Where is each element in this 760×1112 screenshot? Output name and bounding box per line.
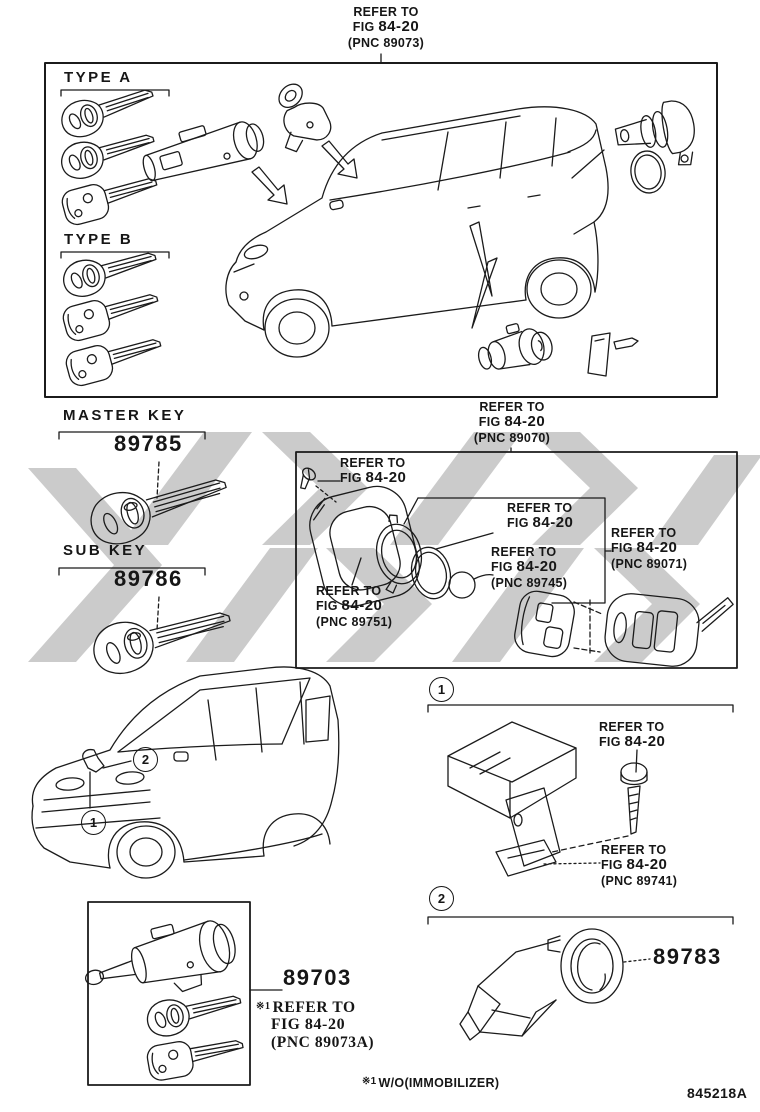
type-a-keys — [57, 79, 161, 228]
car-side-view — [226, 107, 608, 357]
refer-note-immobilizer-box: REFER TO FIG 84-20 (PNC 89070) — [473, 400, 551, 445]
type-b-keys — [59, 242, 165, 388]
transponder-chip — [449, 572, 493, 598]
ignition-cylinder — [137, 110, 268, 187]
door-cylinder — [612, 98, 700, 177]
master-key-number: 89785 — [114, 431, 183, 456]
refer-note-key-set: REFER TO FIG 84-20 (PNC 89073) — [347, 5, 425, 50]
refer-note-screw: REFER TO FIG 84-20 — [340, 456, 407, 486]
sub-key-number: 89786 — [114, 566, 183, 591]
doc-number: 845218A — [687, 1085, 748, 1101]
refer-note-pad: REFER TO FIG 84-20 (PNC 89751) — [316, 584, 393, 629]
refer-note-cylinder-set: ※1 REFER TO FIG 84-20 (PNC 89073A) — [256, 999, 375, 1052]
back-door-cylinder — [473, 317, 555, 378]
cylinder-set-keys — [144, 985, 246, 1082]
type-b-heading: TYPE B — [64, 231, 134, 248]
key-set-box — [45, 63, 717, 397]
antenna-number: 89783 — [653, 944, 722, 969]
door-cylinder-oring — [628, 149, 668, 195]
lock-plate-clip — [588, 333, 638, 376]
mounting-bolt — [621, 763, 647, 834]
refer-note-oring: REFER TO FIG 84-20 (PNC 89745) — [491, 545, 568, 590]
cylinder-set-assembly — [78, 910, 243, 1013]
immobilizer-antenna — [460, 929, 623, 1040]
car-marker-lower: 1 — [81, 810, 106, 835]
refer-note-bolt: REFER TO FIG 84-20 — [599, 720, 666, 750]
cylinder-set-number: 89703 — [283, 965, 352, 990]
assembly-dash-lines — [574, 600, 602, 656]
type-a-heading: TYPE A — [64, 69, 133, 86]
refer-note-ecu: REFER TO FIG 84-20 (PNC 89741) — [601, 843, 678, 888]
car-marker-upper: 2 — [133, 747, 158, 772]
car-front-view — [32, 667, 339, 878]
sub-key-heading: SUB KEY — [63, 542, 148, 559]
footnote: $^{※1}$ W/O(IMMOBILIZER) — [362, 1076, 500, 1090]
section-1-marker: 1 — [429, 677, 454, 702]
section-2-marker: 2 — [429, 886, 454, 911]
key-lock-knob — [272, 74, 334, 153]
refer-note-key-shell: REFER TO FIG 84-20 (PNC 89071) — [611, 526, 688, 571]
refer-note-ring: REFER TO FIG 84-20 — [507, 501, 574, 531]
master-key-heading: MASTER KEY — [63, 407, 187, 424]
transponder-ecu — [448, 722, 576, 876]
